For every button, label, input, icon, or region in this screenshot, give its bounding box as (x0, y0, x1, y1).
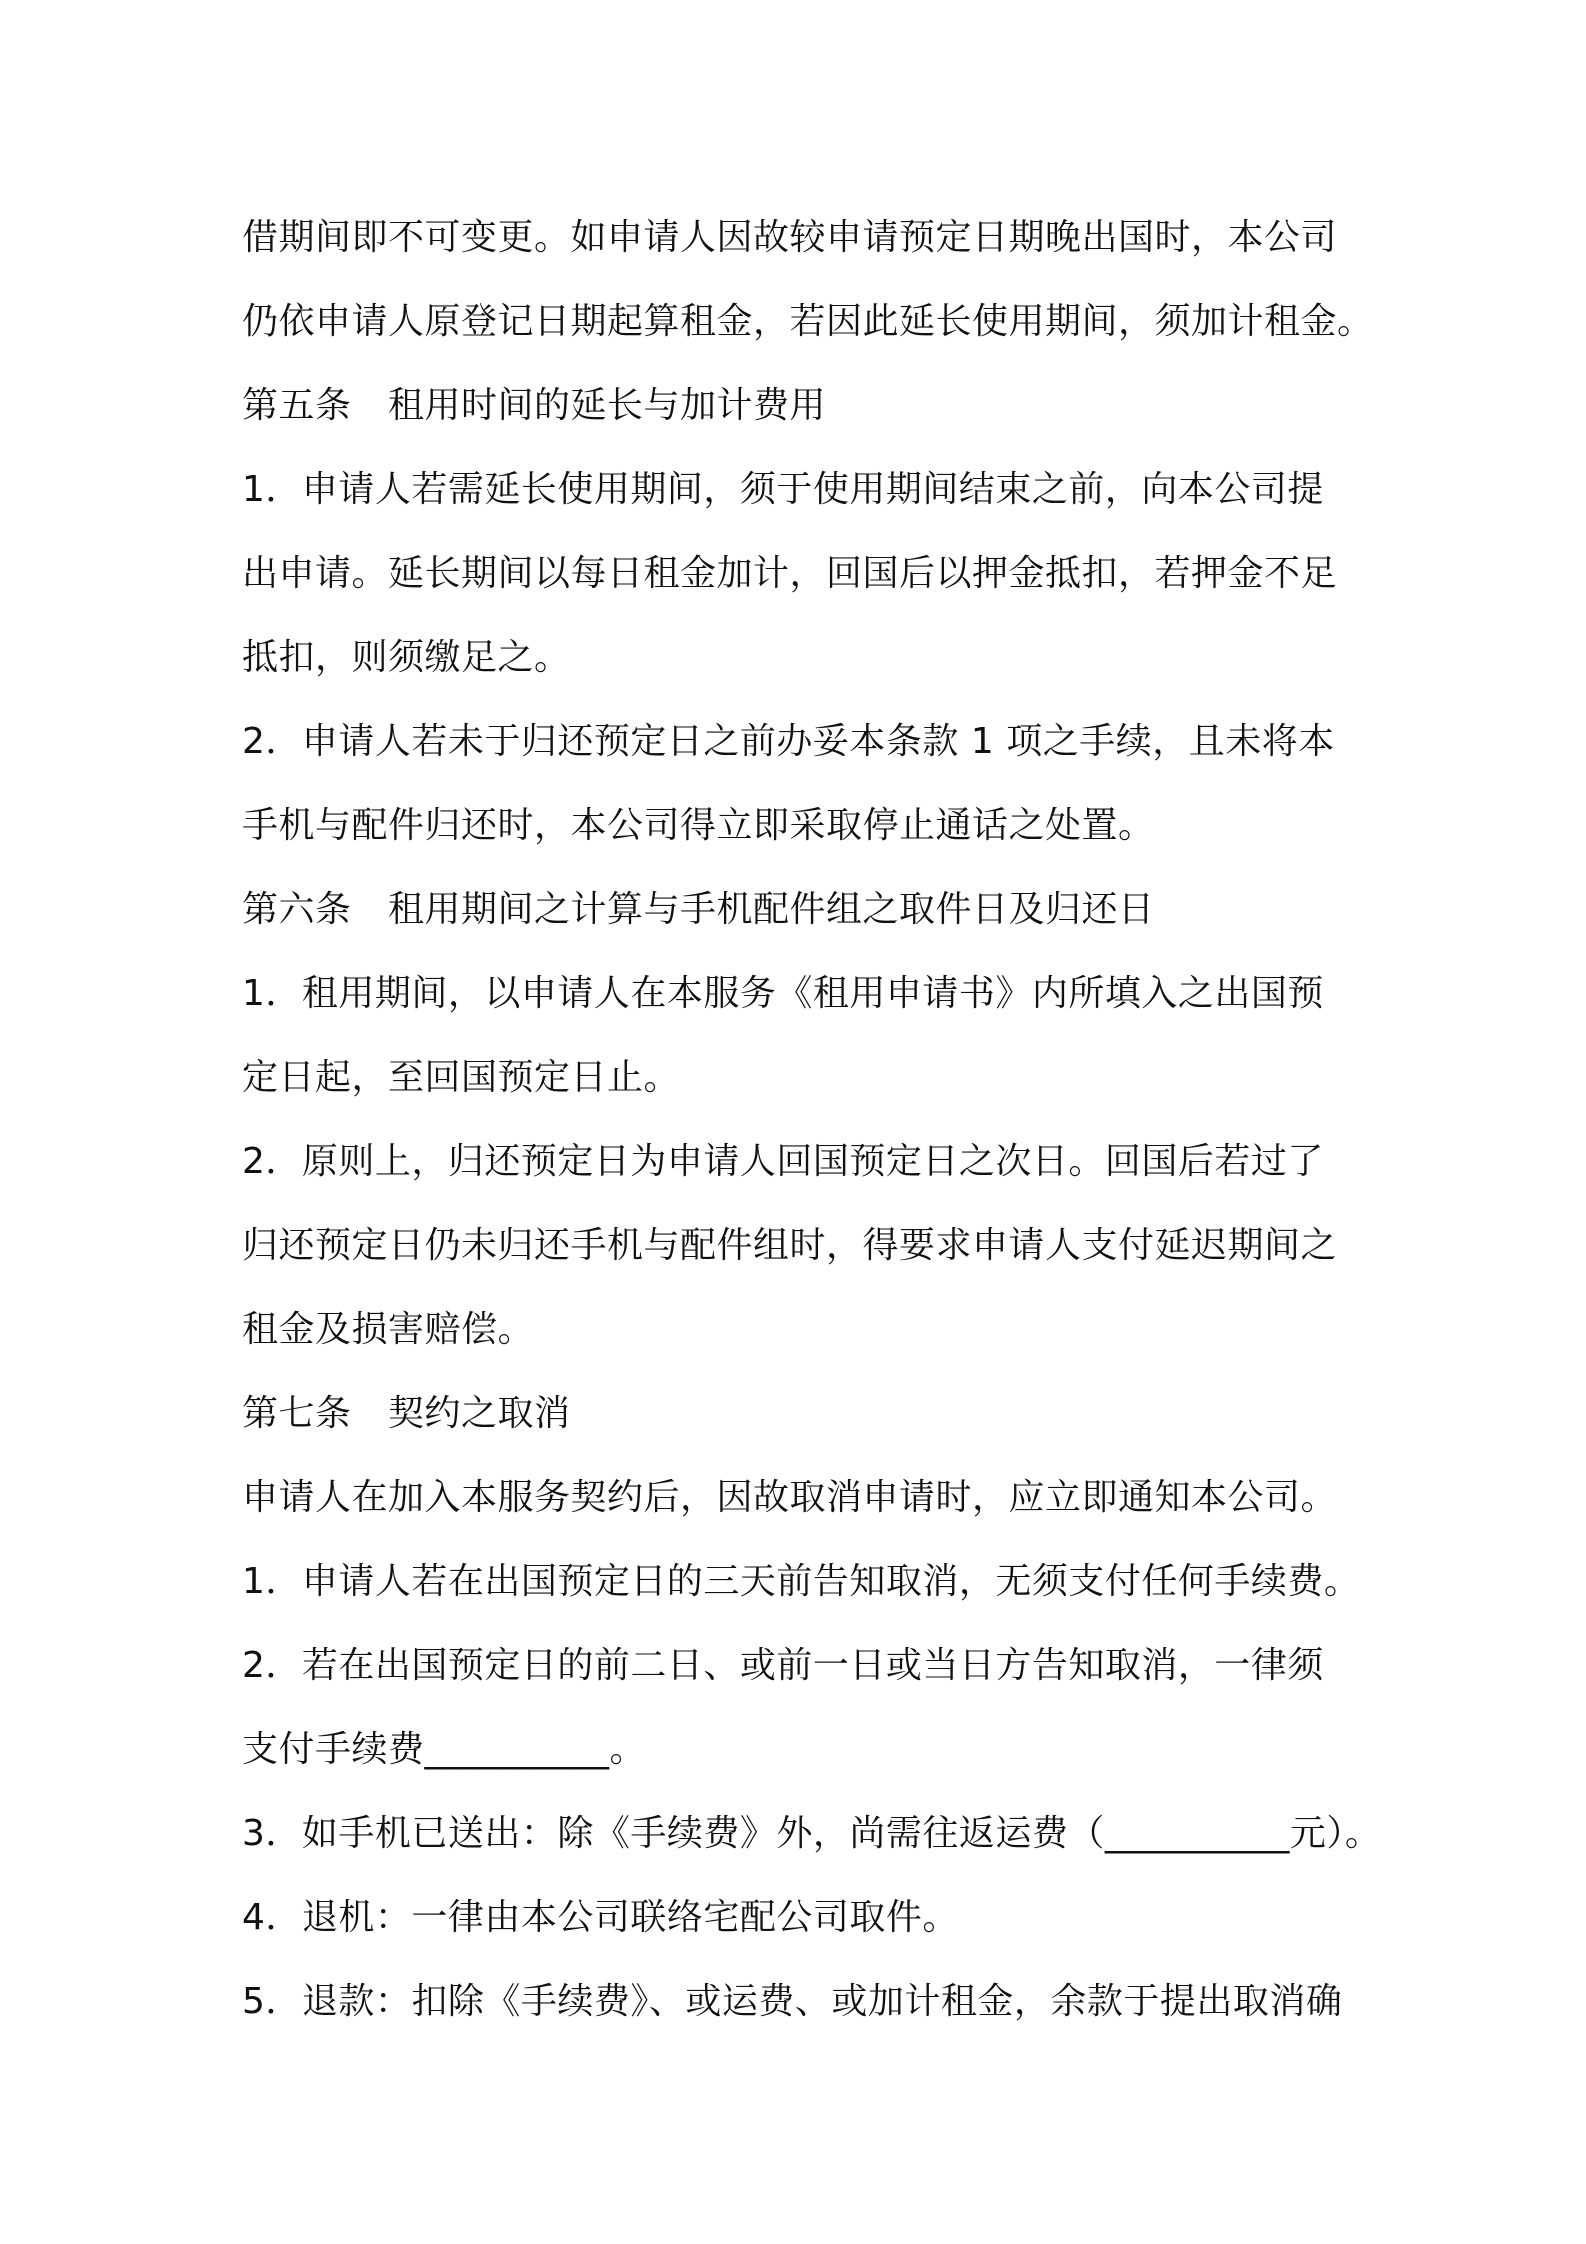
text-line: 2．申请人若未于归还预定日之前办妥本条款 1 项之手续，且未将本 (242, 721, 1335, 762)
text-line: 2．原则上，归还预定日为申请人回国预定日之次日。回国后若过了 (242, 1141, 1324, 1182)
text-line: 支付手续费__________。 (242, 1729, 647, 1770)
text-line: 2．若在出国预定日的前二日、或前一日或当日方告知取消，一律须 (242, 1645, 1324, 1686)
text-line: 仍依申请人原登记日期起算租金，若因此延长使用期间，须加计租金。 (242, 301, 1374, 342)
text-line: 4．退机：一律由本公司联络宅配公司取件。 (242, 1897, 959, 1938)
text-line: 手机与配件归还时，本公司得立即采取停止通话之处置。 (242, 805, 1155, 846)
document-body (242, 196, 1382, 2044)
text-line: 3．如手机已送出：除《手续费》外，尚需往返运费（__________元）。 (242, 1813, 1382, 1854)
text-line: 申请人在加入本服务契约后，因故取消申请时，应立即通知本公司。 (242, 1477, 1338, 1518)
text-line: 租金及损害赔偿。 (242, 1309, 535, 1350)
text-line: 出申请。延长期间以每日租金加计，回国后以押金抵扣，若押金不足 (242, 553, 1338, 594)
text-line: 5．退款：扣除《手续费》、或运费、或加计租金，余款于提出取消确 (242, 1981, 1343, 2022)
section-heading: 第七条 契约之取消 (242, 1393, 571, 1434)
text-line: 抵扣，则须缴足之。 (242, 637, 571, 678)
text-line: 1．申请人若在出国预定日的三天前告知取消，无须支付任何手续费。 (242, 1561, 1361, 1602)
section-heading: 第五条 租用时间的延长与加计费用 (242, 385, 827, 426)
section-heading: 第六条 租用期间之计算与手机配件组之取件日及归还日 (242, 889, 1155, 930)
text-line: 定日起，至回国预定日止。 (242, 1057, 681, 1098)
text-line: 归还预定日仍未归还手机与配件组时，得要求申请人支付延迟期间之 (242, 1225, 1338, 1266)
text-line: 1．申请人若需延长使用期间，须于使用期间结束之前，向本公司提 (242, 469, 1324, 510)
text-line: 1．租用期间，以申请人在本服务《租用申请书》内所填入之出国预 (242, 973, 1324, 1014)
text-line: 借期间即不可变更。如申请人因故较申请预定日期晚出国时，本公司 (242, 217, 1338, 258)
